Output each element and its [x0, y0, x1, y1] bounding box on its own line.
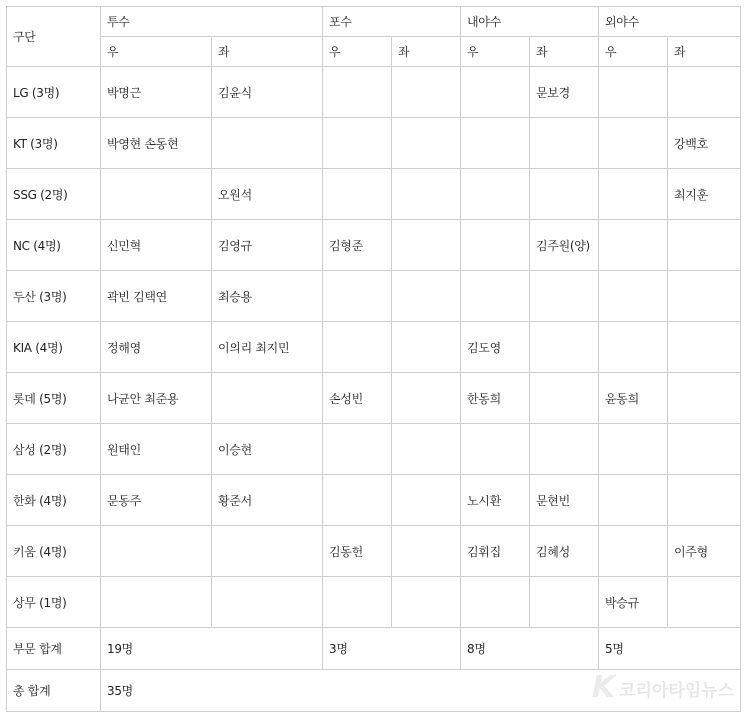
player-cell	[101, 526, 212, 577]
header-row-hands	[7, 37, 741, 67]
player-cell	[530, 577, 599, 628]
player-cell: 이승현	[212, 424, 323, 475]
player-cell	[392, 373, 461, 424]
player-cell: 김영규	[212, 220, 323, 271]
header-row-positions	[7, 7, 741, 37]
total-row	[7, 670, 741, 712]
table-row	[7, 169, 741, 220]
player-cell: 이주형	[668, 526, 741, 577]
player-cell	[323, 271, 392, 322]
player-cell: 박승규	[599, 577, 668, 628]
team-name-cell: NC (4명)	[7, 220, 101, 271]
player-cell	[599, 322, 668, 373]
player-cell: 노시환	[461, 475, 530, 526]
player-cell	[212, 118, 323, 169]
player-cell: 최지훈	[668, 169, 741, 220]
player-cell	[212, 577, 323, 628]
player-cell	[323, 577, 392, 628]
position-header-infielder: 내야수	[461, 7, 599, 37]
subtotal-label: 부문 합계	[7, 628, 101, 670]
player-cell	[599, 67, 668, 118]
player-cell: 김휘집	[461, 526, 530, 577]
watermark-text: 코리아타임뉴스	[619, 680, 734, 701]
player-cell	[668, 271, 741, 322]
player-cell	[392, 526, 461, 577]
team-name-cell: LG (3명)	[7, 67, 101, 118]
player-cell: 원태인	[101, 424, 212, 475]
hand-header: 좌	[392, 37, 461, 67]
table-body	[7, 7, 741, 67]
player-cell: 윤동희	[599, 373, 668, 424]
player-cell: 한동희	[461, 373, 530, 424]
total-label: 총 합계	[7, 670, 101, 712]
player-cell: 문현빈	[530, 475, 599, 526]
table-row	[7, 424, 741, 475]
player-cell: 김형준	[323, 220, 392, 271]
player-cell: 김주원(양)	[530, 220, 599, 271]
table-row	[7, 220, 741, 271]
subtotal-row	[7, 628, 741, 670]
player-cell: 나균안 최준용	[101, 373, 212, 424]
table-row	[7, 475, 741, 526]
player-cell	[668, 220, 741, 271]
player-cell: 이의리 최지민	[212, 322, 323, 373]
roster-table	[6, 6, 741, 712]
position-header-catcher: 포수	[323, 7, 461, 37]
player-cell	[668, 322, 741, 373]
player-cell	[323, 424, 392, 475]
player-cell: 김혜성	[530, 526, 599, 577]
team-name-cell: 롯데 (5명)	[7, 373, 101, 424]
subtotal-infielder: 8명	[461, 628, 599, 670]
player-cell: 문보경	[530, 67, 599, 118]
hand-header: 좌	[668, 37, 741, 67]
summary-rows	[7, 628, 741, 712]
table-row	[7, 322, 741, 373]
hand-header: 우	[101, 37, 212, 67]
player-cell	[599, 424, 668, 475]
hand-header: 우	[323, 37, 392, 67]
player-cell: 박명근	[101, 67, 212, 118]
hand-header: 좌	[212, 37, 323, 67]
player-cell	[323, 67, 392, 118]
player-cell	[323, 118, 392, 169]
player-cell	[392, 424, 461, 475]
player-cell	[392, 118, 461, 169]
player-cell: 최승용	[212, 271, 323, 322]
watermark-k-mark: K	[591, 670, 616, 705]
player-cell: 곽빈 김택연	[101, 271, 212, 322]
player-cell	[668, 424, 741, 475]
table-row	[7, 526, 741, 577]
player-cell	[530, 271, 599, 322]
player-cell	[599, 271, 668, 322]
table-row	[7, 118, 741, 169]
player-cell	[392, 220, 461, 271]
table-row	[7, 67, 741, 118]
player-cell	[392, 322, 461, 373]
team-rows	[7, 67, 741, 628]
player-cell: 김동헌	[323, 526, 392, 577]
player-cell	[599, 220, 668, 271]
player-cell	[530, 169, 599, 220]
player-cell	[461, 577, 530, 628]
table-row	[7, 373, 741, 424]
player-cell: 강백호	[668, 118, 741, 169]
total-value: 35명	[101, 670, 741, 712]
table-row	[7, 577, 741, 628]
player-cell	[212, 526, 323, 577]
table-row	[7, 271, 741, 322]
team-name-cell: 삼성 (2명)	[7, 424, 101, 475]
team-name-cell: SSG (2명)	[7, 169, 101, 220]
player-cell	[461, 424, 530, 475]
division-header: 구단	[7, 7, 101, 67]
player-cell	[461, 67, 530, 118]
player-cell	[392, 577, 461, 628]
hand-header: 우	[461, 37, 530, 67]
player-cell: 손성빈	[323, 373, 392, 424]
player-cell	[212, 373, 323, 424]
team-name-cell: 상무 (1명)	[7, 577, 101, 628]
player-cell	[323, 475, 392, 526]
player-cell	[599, 475, 668, 526]
hand-header: 좌	[530, 37, 599, 67]
team-name-cell: 한화 (4명)	[7, 475, 101, 526]
player-cell	[323, 169, 392, 220]
player-cell: 박영현 손동현	[101, 118, 212, 169]
player-cell	[323, 322, 392, 373]
player-cell: 정해영	[101, 322, 212, 373]
player-cell	[392, 271, 461, 322]
player-cell	[668, 373, 741, 424]
player-cell: 김윤식	[212, 67, 323, 118]
player-cell: 신민혁	[101, 220, 212, 271]
player-cell	[668, 67, 741, 118]
subtotal-outfielder: 5명	[599, 628, 741, 670]
player-cell	[599, 526, 668, 577]
player-cell	[461, 220, 530, 271]
team-name-cell: 두산 (3명)	[7, 271, 101, 322]
player-cell	[392, 475, 461, 526]
team-name-cell: KT (3명)	[7, 118, 101, 169]
player-cell: 김도영	[461, 322, 530, 373]
player-cell	[599, 169, 668, 220]
player-cell	[461, 169, 530, 220]
player-cell	[530, 322, 599, 373]
player-cell	[530, 424, 599, 475]
team-name-cell: KIA (4명)	[7, 322, 101, 373]
player-cell	[530, 118, 599, 169]
player-cell	[101, 169, 212, 220]
player-cell	[392, 169, 461, 220]
player-cell: 오원석	[212, 169, 323, 220]
player-cell	[668, 577, 741, 628]
player-cell	[668, 475, 741, 526]
player-cell	[599, 118, 668, 169]
player-cell	[392, 67, 461, 118]
player-cell	[461, 271, 530, 322]
subtotal-pitcher: 19명	[101, 628, 323, 670]
position-header-pitcher: 투수	[101, 7, 323, 37]
position-header-outfielder: 외야수	[599, 7, 741, 37]
player-cell	[530, 373, 599, 424]
hand-header: 우	[599, 37, 668, 67]
player-cell	[461, 118, 530, 169]
player-cell	[101, 577, 212, 628]
subtotal-catcher: 3명	[323, 628, 461, 670]
player-cell: 문동주	[101, 475, 212, 526]
team-name-cell: 키움 (4명)	[7, 526, 101, 577]
player-cell: 황준서	[212, 475, 323, 526]
